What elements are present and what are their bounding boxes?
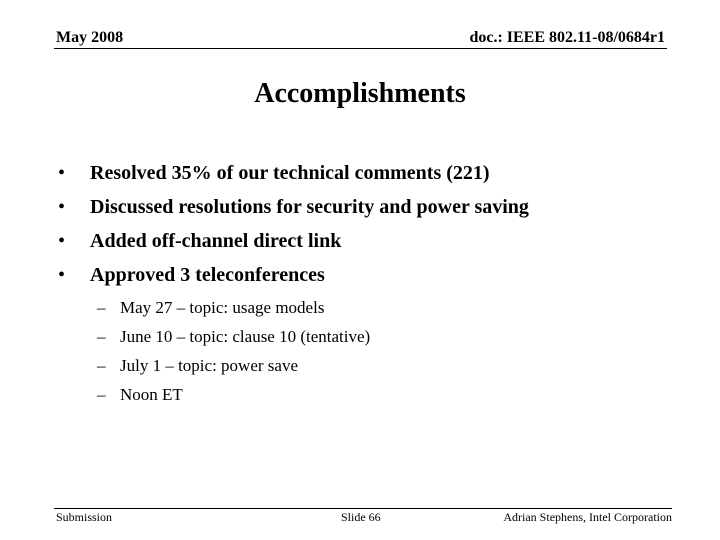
header-divider	[54, 48, 667, 49]
footer-submission: Submission	[56, 510, 113, 524]
sub-bullet-text: May 27 – topic: usage models	[120, 298, 325, 317]
bullet-text: Added off-channel direct link	[90, 230, 342, 252]
footer-divider	[54, 508, 672, 509]
sub-bullet-marker: –	[97, 385, 106, 404]
slide-title: Accomplishments	[254, 78, 466, 109]
sub-bullet-text: July 1 – topic: power save	[120, 356, 298, 375]
bullet-text: Resolved 35% of our technical comments (221)	[90, 162, 490, 184]
bullet-marker: •	[58, 162, 66, 184]
footer-author: Adrian Stephens, Intel Corporation	[503, 510, 672, 524]
sub-bullet-text: Noon ET	[120, 385, 183, 404]
bullet-text: Discussed resolutions for security and power saving	[90, 196, 529, 218]
sub-bullet-marker: –	[97, 356, 106, 375]
bullet-marker: •	[58, 264, 66, 286]
bullet-marker: •	[58, 230, 66, 252]
header-doc-id: doc.: IEEE 802.11-08/0684r1	[469, 29, 665, 46]
bullet-text: Approved 3 teleconferences	[90, 264, 325, 286]
header-date: May 2008	[56, 29, 124, 46]
sub-bullet-text: June 10 – topic: clause 10 (tentative)	[120, 327, 371, 346]
sub-bullet-marker: –	[97, 298, 106, 317]
bullet-marker: •	[58, 196, 66, 218]
footer-slide-number: Slide 66	[341, 510, 381, 524]
sub-bullet-marker: –	[97, 327, 106, 346]
